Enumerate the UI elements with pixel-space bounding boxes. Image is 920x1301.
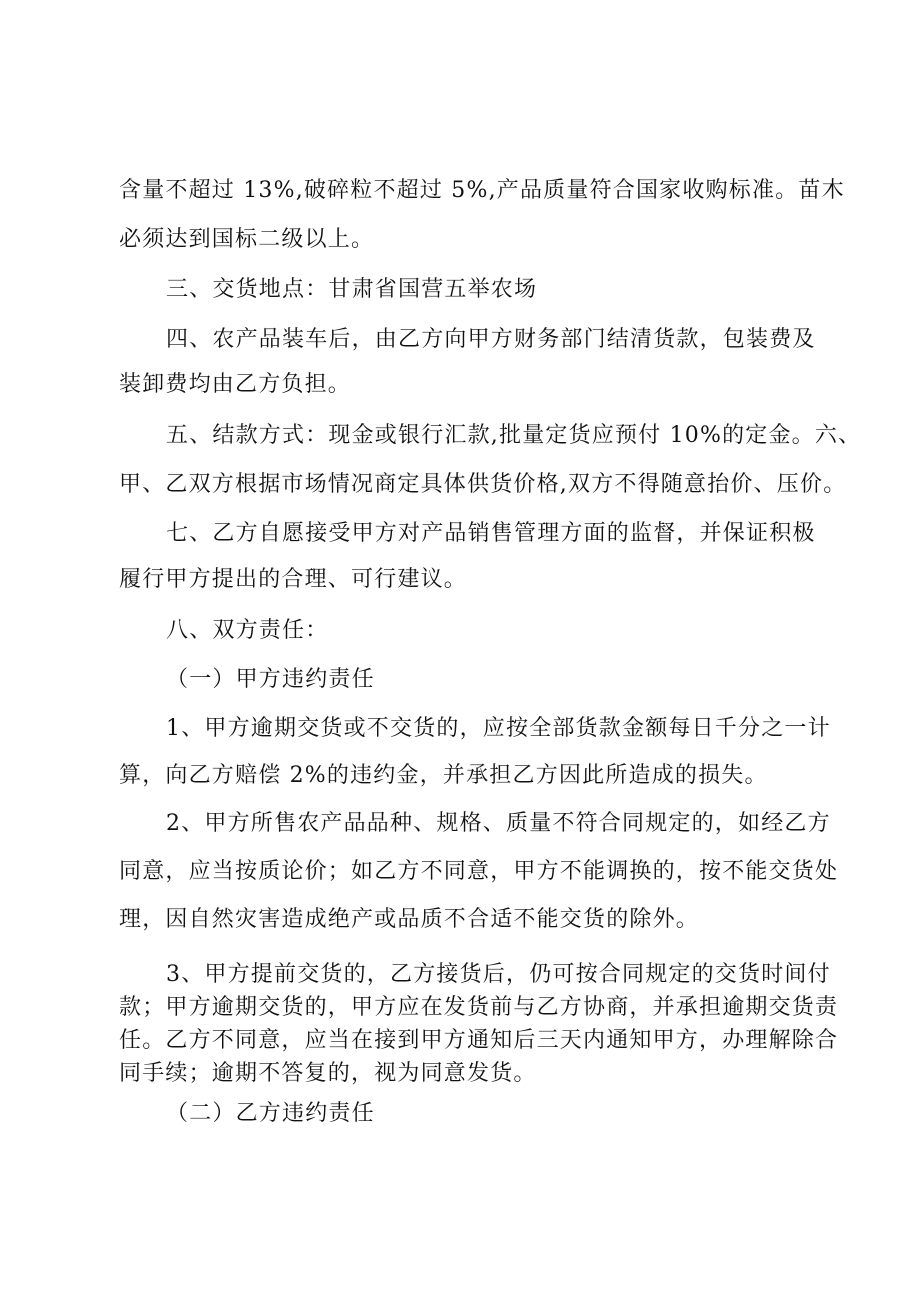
text-line: 五、结款方式：现金或银行汇款,批量定货应预付 10%的定金。六、: [166, 423, 862, 448]
text-line: 七、乙方自愿接受甲方对产品销售管理方面的监督，并保证积极: [166, 521, 816, 546]
text-line: 履行甲方提出的合理、可行建议。: [119, 567, 468, 592]
text-line: 3、甲方提前交货的，乙方接货后，仍可按合同规定的交货时间付: [166, 962, 831, 987]
text-line: 四、农产品装车后，由乙方向甲方财务部门结清货款，包装费及: [166, 327, 816, 352]
text-line: 含量不超过 13%,破碎粒不超过 5%,产品质量符合国家收购标准。苗木: [119, 178, 845, 203]
text-line: 款；甲方逾期交货的，甲方应在发货前与乙方协商，并承担逾期交货责: [119, 995, 839, 1020]
subsection-heading: （一）甲方违约责任: [166, 667, 375, 692]
text-line: 同意，应当按质论价；如乙方不同意，甲方不能调换的，按不能交货处: [119, 859, 839, 884]
text-line: 甲、乙双方根据市场情况商定具体供货价格,双方不得随意抬价、压价。: [119, 472, 847, 497]
text-line: 任。乙方不同意，应当在接到甲方通知后三天内通知甲方，办理解除合: [119, 1028, 839, 1053]
text-line: 2、甲方所售农产品品种、规格、质量不符合同规定的，如经乙方: [166, 811, 831, 836]
section-heading: 八、双方责任：: [166, 618, 329, 643]
text-line: 三、交货地点：甘肃省国营五举农场: [166, 277, 538, 302]
text-line: 装卸费均由乙方负担。: [119, 372, 352, 397]
text-line: 算，向乙方赔偿 2%的违约金，并承担乙方因此所造成的损失。: [119, 763, 768, 788]
text-line: 1、甲方逾期交货或不交货的，应按全部货款金额每日千分之一计: [166, 716, 831, 741]
text-line: 同手续；逾期不答复的，视为同意发货。: [119, 1061, 537, 1086]
subsection-heading: （二）乙方违约责任: [166, 1101, 375, 1126]
text-line: 理，因自然灾害造成绝产或品质不合适不能交货的除外。: [119, 907, 700, 932]
text-line: 必须达到国标二级以上。: [119, 227, 375, 252]
